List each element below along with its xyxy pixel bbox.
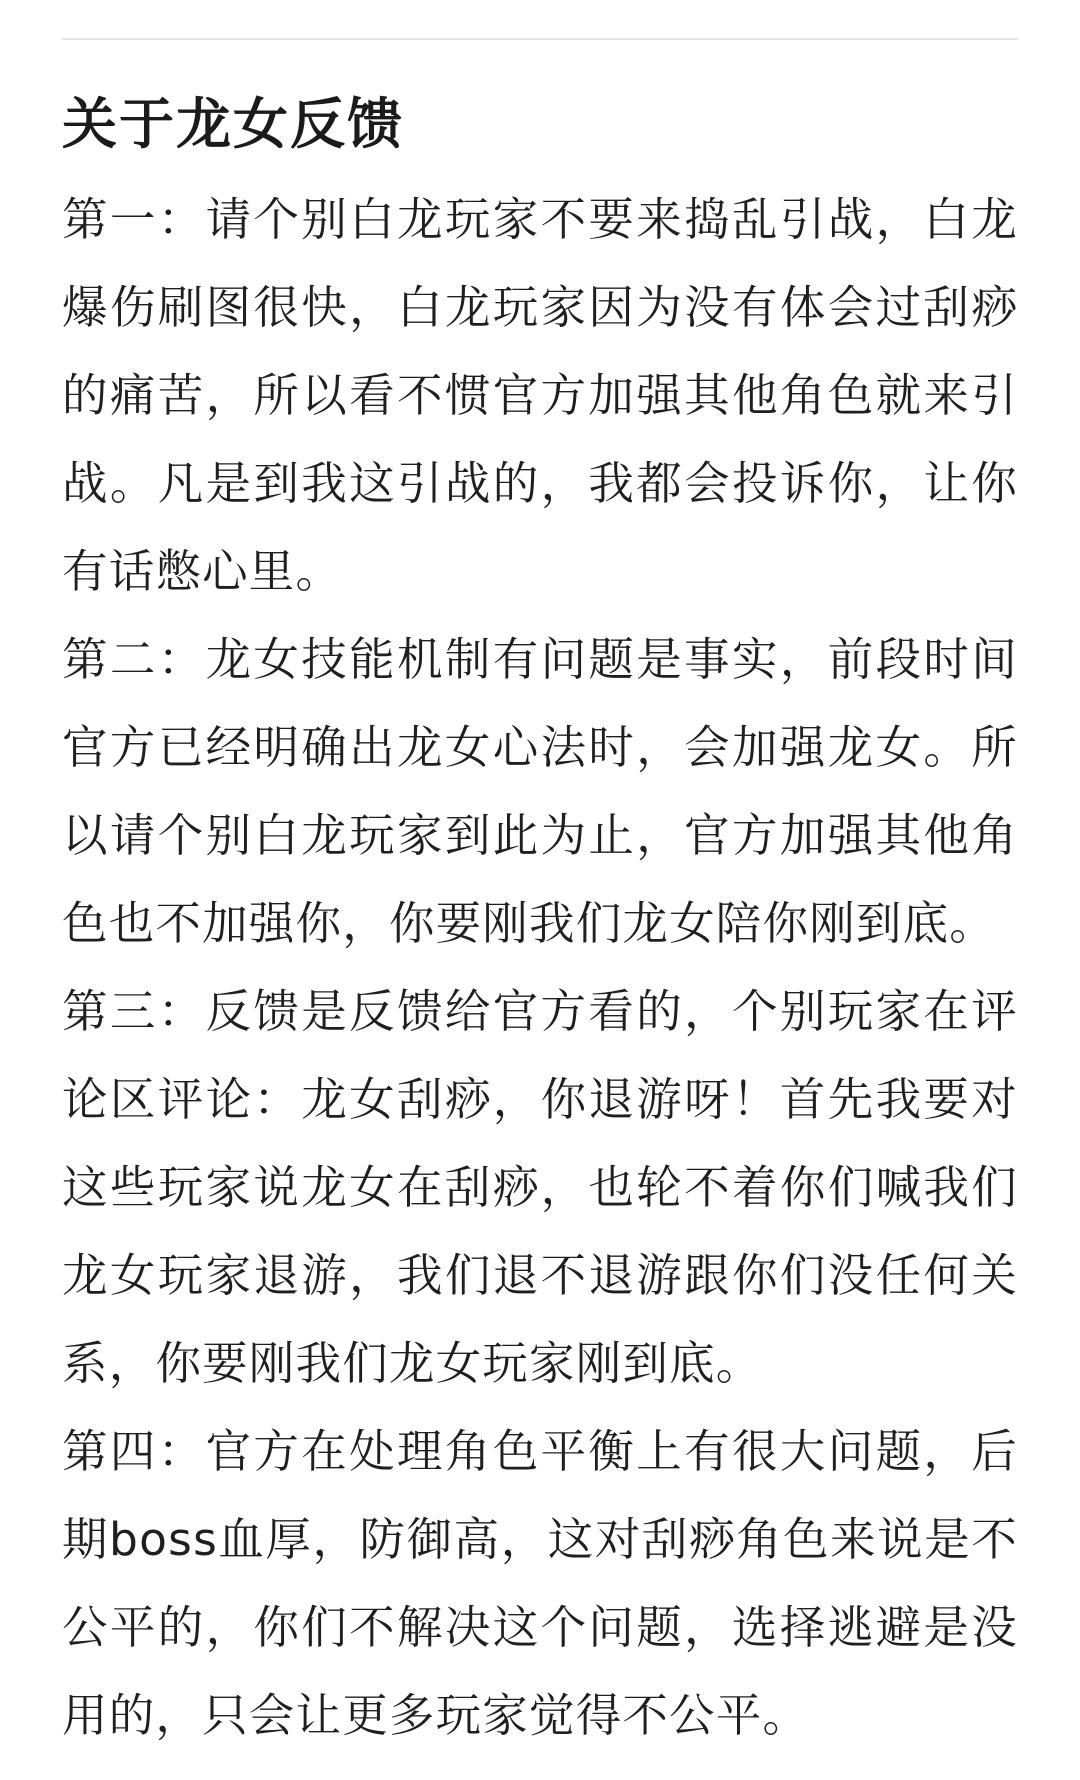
paragraph-4: 第四：官方在处理角色平衡上有很大问题，后期boss血厚，防御高，这对刮痧角色来说是不公平的，你们不解决这个问题，选择逃避是没用的，只会让更多玩家觉得不公平。 <box>62 1425 1018 1742</box>
top-divider <box>62 38 1018 40</box>
article-title: 关于龙女反馈 <box>62 92 405 156</box>
paragraph-3: 第三：反馈是反馈给官方看的，个别玩家在评论区评论：龙女刮痧，你退游呀！首先我要对这些玩家说龙女在刮痧，也轮不着你们喊我们龙女玩家退游，我们退不退游跟你们没任何关系，你要刚我们龙女玩家刚到底。 <box>62 985 1018 1390</box>
paragraph-1: 第一：请个别白龙玩家不要来捣乱引战，白龙爆伤刷图很快，白龙玩家因为没有体会过刮痧的痛苦，所以看不惯官方加强其他角色就来引战。凡是到我这引战的，我都会投诉你，让你有话憋心里。 <box>62 193 1018 598</box>
paragraph-2: 第二：龙女技能机制有问题是事实，前段时间官方已经明确出龙女心法时，会加强龙女。所以请个别白龙玩家到此为止，官方加强其他角色也不加强你，你要刚我们龙女陪你刚到底。 <box>62 633 1018 950</box>
article-body <box>62 86 1018 1760</box>
